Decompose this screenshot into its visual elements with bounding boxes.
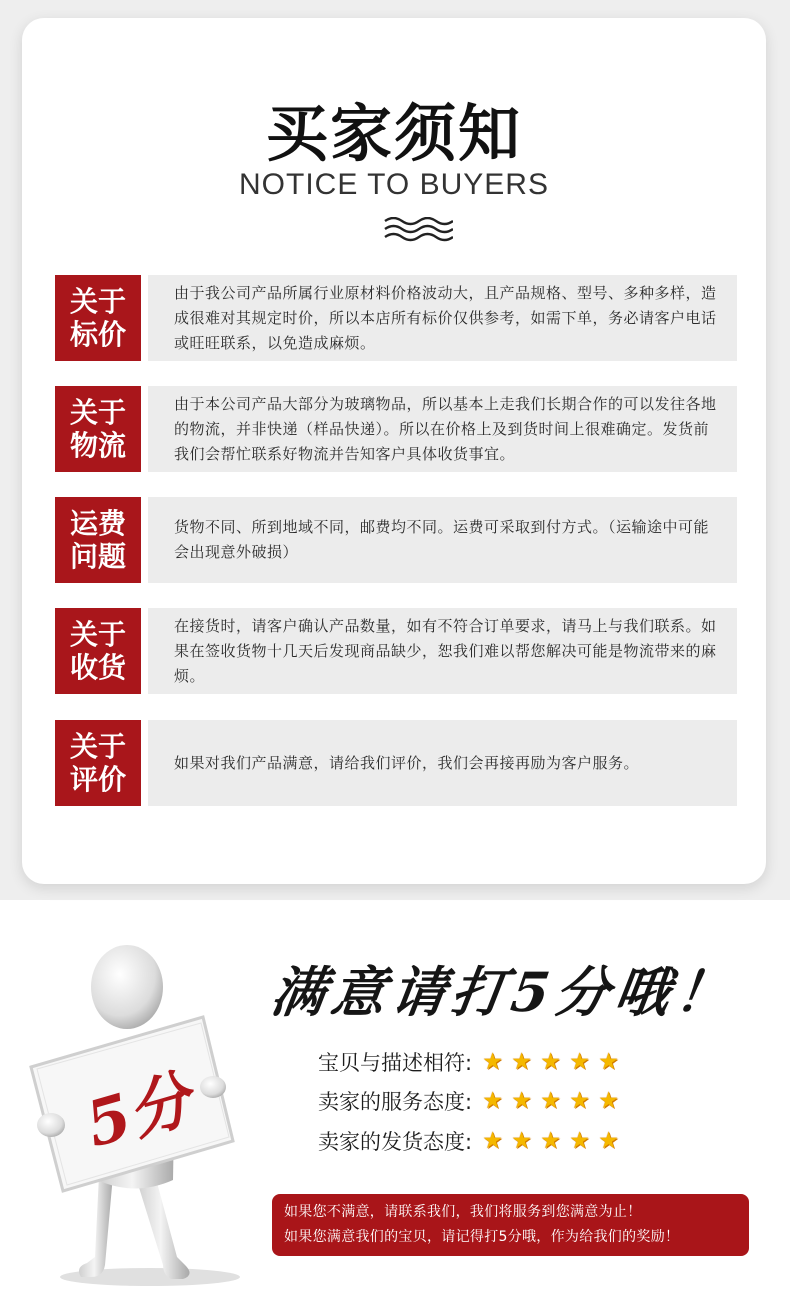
star-icon: ★	[598, 1128, 619, 1154]
star-icon: ★	[569, 1088, 590, 1114]
message-line: 如果您不满意，请联系我们，我们将服务到您满意为止！	[284, 1204, 642, 1220]
wave-lines-icon	[383, 217, 453, 243]
notice-tag: 关于收货	[55, 608, 141, 694]
star-icon: ★	[540, 1088, 561, 1114]
notice-row-shipping-fee	[55, 497, 737, 583]
star-icon: ★	[569, 1128, 590, 1154]
star-rating	[478, 1127, 623, 1155]
notice-text: 在接货时，请客户确认产品数量，如有不符合订单要求，请马上与我们联系。如果在签收货物十几天后发现商品缺少，恕我们难以帮您解决可能是物流带来的麻烦。	[148, 608, 737, 694]
star-rating	[478, 1048, 623, 1076]
page-title: 买家须知	[265, 97, 522, 170]
rating-label: 卖家的发货态度:	[318, 1130, 473, 1154]
star-icon: ★	[598, 1088, 619, 1114]
star-icon: ★	[511, 1128, 532, 1154]
notice-tag: 关于标价	[55, 275, 141, 361]
notice-tag: 关于评价	[55, 720, 141, 806]
rating-row-service	[318, 1084, 623, 1118]
rating-label: 宝贝与描述相符:	[318, 1051, 473, 1075]
star-icon: ★	[482, 1128, 503, 1154]
rating-row-description	[318, 1045, 623, 1079]
sign-text: 5分	[78, 1062, 200, 1162]
message-line: 如果您满意我们的宝贝，请记得打5分哦，作为给我们的奖励！	[284, 1229, 680, 1245]
star-icon: ★	[511, 1049, 532, 1075]
notice-text: 由于本公司产品大部分为玻璃物品，所以基本上走我们长期合作的可以发往各地的物流，并非快递（样品快递）。所以在价格上及到货时间上很难确定。发货前我们会帮忙联系好物流并告知客户具体收货事宜。	[148, 386, 737, 472]
star-icon: ★	[482, 1049, 503, 1075]
rating-slogan: 满意请打5分哦！	[267, 960, 740, 1024]
notice-tag: 关于物流	[55, 386, 141, 472]
star-icon: ★	[540, 1049, 561, 1075]
notice-text: 如果对我们产品满意，请给我们评价，我们会再接再励为客户服务。	[148, 720, 737, 806]
notice-row-pricing	[55, 275, 737, 361]
star-icon: ★	[540, 1128, 561, 1154]
rating-label: 卖家的服务态度:	[318, 1090, 473, 1114]
figure-holding-sign	[25, 935, 275, 1295]
thank-you-message-box	[272, 1194, 749, 1256]
notice-text: 货物不同、所到地域不同，邮费均不同。运费可采取到付方式。（运输途中可能会出现意外破损）	[148, 497, 737, 583]
page-subtitle: NOTICE TO BUYERS	[239, 168, 549, 201]
notice-text: 由于我公司产品所属行业原材料价格波动大，且产品规格、型号、多种多样，造成很难对其规定时价，所以本店所有标价仅供参考，如需下单，务必请客户电话或旺旺联系，以免造成麻烦。	[148, 275, 737, 361]
star-icon: ★	[482, 1088, 503, 1114]
notice-row-review	[55, 720, 737, 806]
notice-row-logistics	[55, 386, 737, 472]
star-icon: ★	[511, 1088, 532, 1114]
notice-tag: 运费问题	[55, 497, 141, 583]
star-rating	[478, 1087, 623, 1115]
rating-row-delivery	[318, 1124, 623, 1158]
notice-row-receiving	[55, 608, 737, 694]
star-icon: ★	[569, 1049, 590, 1075]
star-icon: ★	[598, 1049, 619, 1075]
